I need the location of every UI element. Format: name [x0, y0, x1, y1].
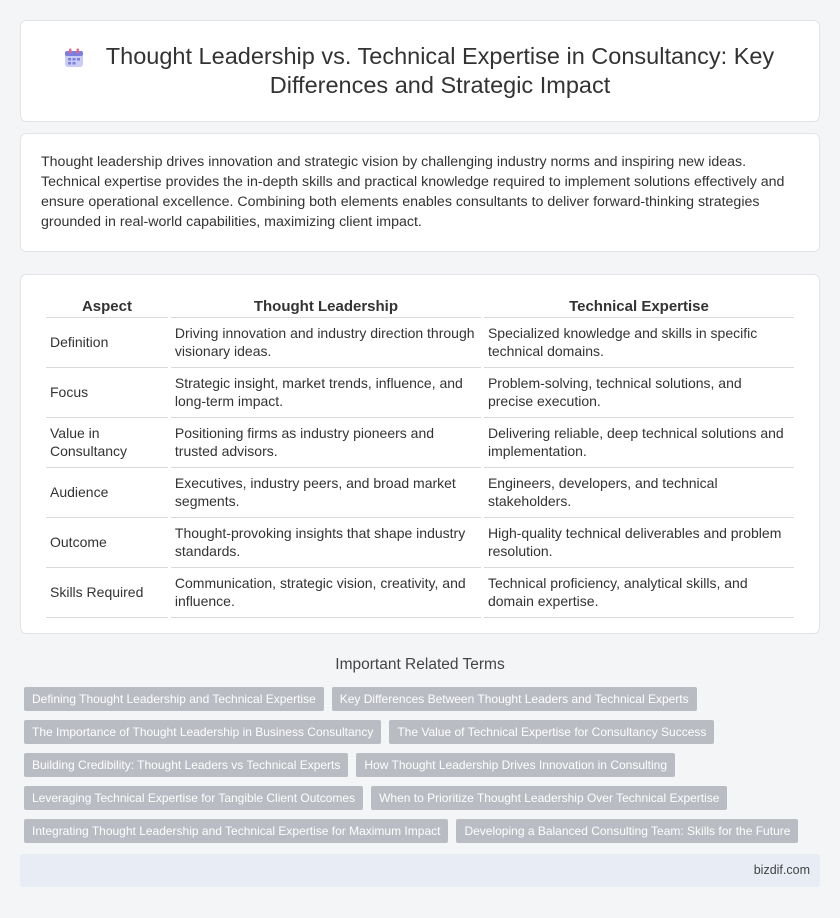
related-term-link[interactable]: When to Prioritize Thought Leadership Over Technical Expertise [371, 786, 727, 810]
technical-expertise-cell: High-quality technical deliverables and problem resolution. [484, 518, 794, 568]
aspect-cell: Outcome [46, 518, 168, 568]
site-name[interactable]: bizdif.com [753, 863, 810, 877]
table-header-row [46, 295, 794, 318]
related-term-link[interactable]: Developing a Balanced Consulting Team: Skills for the Future [456, 819, 798, 843]
comparison-table [43, 295, 797, 618]
technical-expertise-cell: Problem-solving, technical solutions, and precise execution. [484, 368, 794, 418]
related-term-link[interactable]: The Value of Technical Expertise for Consultancy Success [389, 720, 714, 744]
intro-paragraph: Thought leadership drives innovation and strategic vision by challenging industry norms and inspiring new ideas. Technical expertise provides the in-depth skills and practical knowledge required to implement solutions effectively and ensure operational excellence. Combining both elements enables consultants to deliver forward-thinking strategies grounded in real-world capabilities, maximizing client impact. [41, 154, 785, 230]
technical-expertise-cell: Specialized knowledge and skills in specific technical domains. [484, 318, 794, 368]
related-term-link[interactable]: Building Credibility: Thought Leaders vs Technical Experts [24, 753, 348, 777]
table-row [46, 418, 794, 468]
technical-expertise-cell: Delivering reliable, deep technical solutions and implementation. [484, 418, 794, 468]
comparison-table-card [20, 274, 820, 634]
table-row [46, 468, 794, 518]
table-row [46, 318, 794, 368]
aspect-cell: Value in Consultancy [46, 418, 168, 468]
page-title: Thought Leadership vs. Technical Expertise in Consultancy: Key Differences and Strategic Impact [105, 43, 775, 98]
technical-expertise-cell: Technical proficiency, analytical skills, and domain expertise. [484, 568, 794, 618]
thought-leadership-cell: Communication, strategic vision, creativity, and influence. [171, 568, 481, 618]
column-header-aspect: Aspect [46, 295, 168, 318]
table-row [46, 518, 794, 568]
table-row [46, 568, 794, 618]
related-term-link[interactable]: Key Differences Between Thought Leaders and Technical Experts [332, 687, 697, 711]
aspect-cell: Skills Required [46, 568, 168, 618]
table-row [46, 368, 794, 418]
footer [20, 854, 820, 887]
aspect-cell: Definition [46, 318, 168, 368]
thought-leadership-cell: Executives, industry peers, and broad market segments. [171, 468, 481, 518]
technical-expertise-cell: Engineers, developers, and technical stakeholders. [484, 468, 794, 518]
thought-leadership-cell: Positioning firms as industry pioneers and trusted advisors. [171, 418, 481, 468]
aspect-cell: Audience [46, 468, 168, 518]
aspect-cell: Focus [46, 368, 168, 418]
related-terms-list [24, 687, 824, 843]
intro-card [20, 133, 820, 252]
column-header-technical-expertise: Technical Expertise [484, 295, 794, 318]
related-term-link[interactable]: Defining Thought Leadership and Technical Expertise [24, 687, 324, 711]
column-header-thought-leadership: Thought Leadership [171, 295, 481, 318]
related-term-link[interactable]: Leveraging Technical Expertise for Tangible Client Outcomes [24, 786, 363, 810]
thought-leadership-cell: Driving innovation and industry direction through visionary ideas. [171, 318, 481, 368]
related-term-link[interactable]: Integrating Thought Leadership and Technical Expertise for Maximum Impact [24, 819, 448, 843]
thought-leadership-cell: Thought-provoking insights that shape industry standards. [171, 518, 481, 568]
related-term-link[interactable]: How Thought Leadership Drives Innovation in Consulting [356, 753, 675, 777]
related-term-link[interactable]: The Importance of Thought Leadership in Business Consultancy [24, 720, 381, 744]
thought-leadership-cell: Strategic insight, market trends, influence, and long-term impact. [171, 368, 481, 418]
header-card [20, 20, 820, 122]
related-terms-heading: Important Related Terms [335, 656, 505, 673]
